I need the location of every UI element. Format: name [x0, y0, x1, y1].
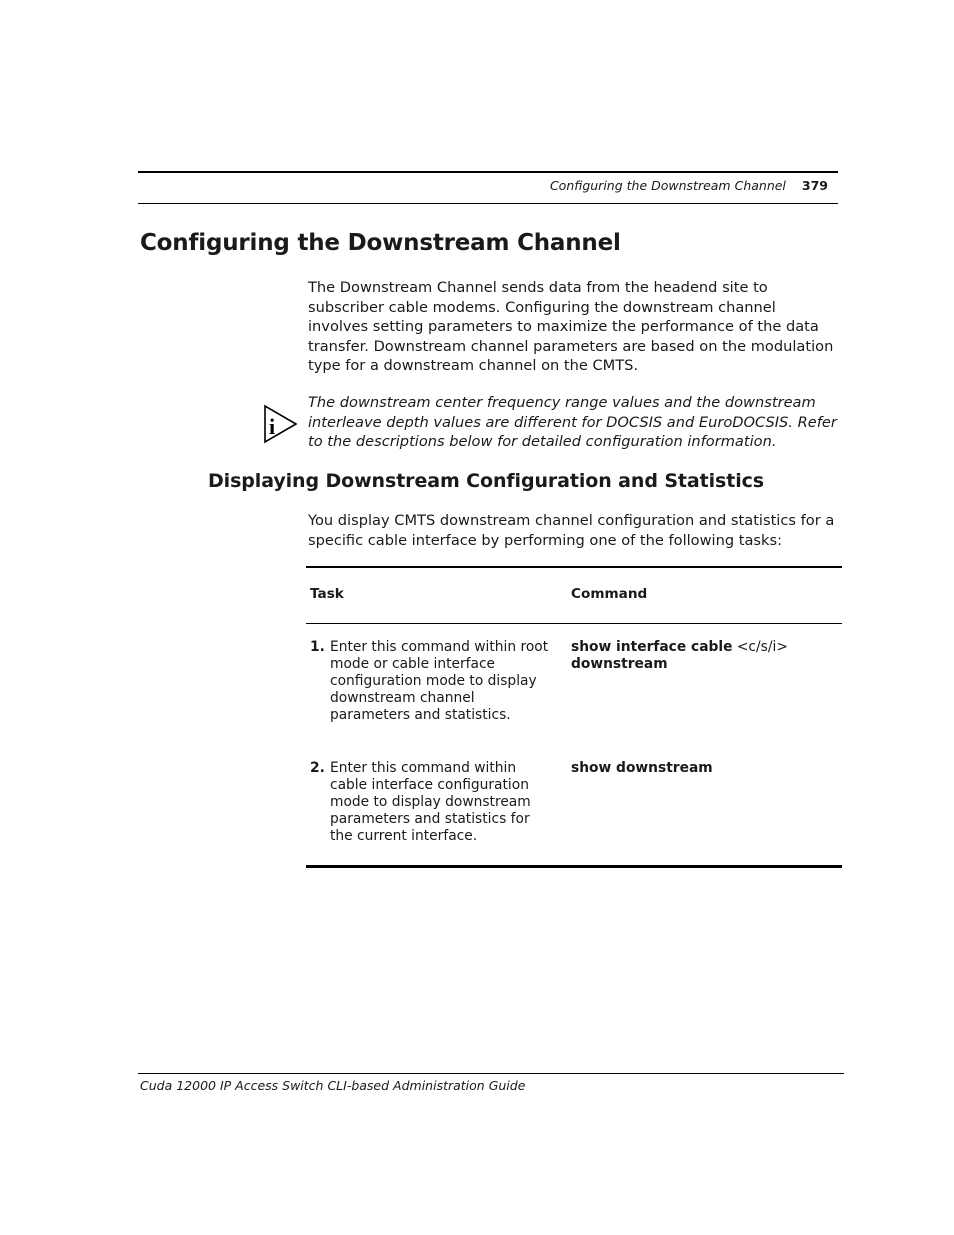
step-number: 2.	[310, 760, 325, 776]
table-header-task: Task	[310, 586, 344, 602]
chapter-title: Configuring the Downstream Channel	[140, 230, 621, 256]
section-intro: You display CMTS downstream channel configuration and statistics for a specific cable interface by performing one of the following tasks:	[308, 512, 835, 549]
command-keyword-continued: downstream	[571, 656, 668, 672]
table-top-rule	[306, 566, 842, 568]
header-top-rule	[138, 171, 838, 173]
running-header	[550, 178, 828, 193]
header-bottom-rule	[138, 203, 838, 204]
footer-rule	[138, 1073, 844, 1074]
note-text: The downstream center frequency range values and the downstream interleave depth values are different for DOCSIS and EuroDOCSIS. Refer to the descriptions below for detailed configuration information.	[308, 394, 837, 451]
page-number: 379	[801, 178, 828, 193]
chapter-intro: The Downstream Channel sends data from the headend site to subscriber cable modems. Configuring the downstream channel involves setting parameters to maximize the performance of the data transfer. Downstream channel parameters are based on the modulation type for a downstream channel on the CMTS.	[308, 279, 834, 375]
section-title: Displaying Downstream Configuration and Statistics	[208, 470, 765, 492]
command-keyword: show downstream	[571, 760, 713, 776]
svg-text:i: i	[269, 414, 276, 439]
command-text	[571, 639, 836, 673]
command-argument: <c/s/i>	[732, 639, 788, 655]
table-header-rule	[306, 623, 842, 624]
step-number: 1.	[310, 639, 325, 655]
task-description: Enter this command within root mode or cable interface configuration mode to display downstream channel parameters and statistics.	[330, 639, 549, 723]
table-bottom-rule	[306, 865, 842, 868]
task-description: Enter this command within cable interface configuration mode to display downstream parameters and statistics for the current interface.	[330, 760, 531, 844]
running-title: Configuring the Downstream Channel	[549, 178, 786, 193]
command-text	[571, 760, 836, 777]
info-i-icon	[262, 404, 300, 444]
command-keyword: show interface cable	[571, 639, 733, 655]
table-header-command: Command	[571, 586, 648, 602]
footer-title: Cuda 12000 IP Access Switch CLI-based Administration Guide	[140, 1078, 526, 1093]
